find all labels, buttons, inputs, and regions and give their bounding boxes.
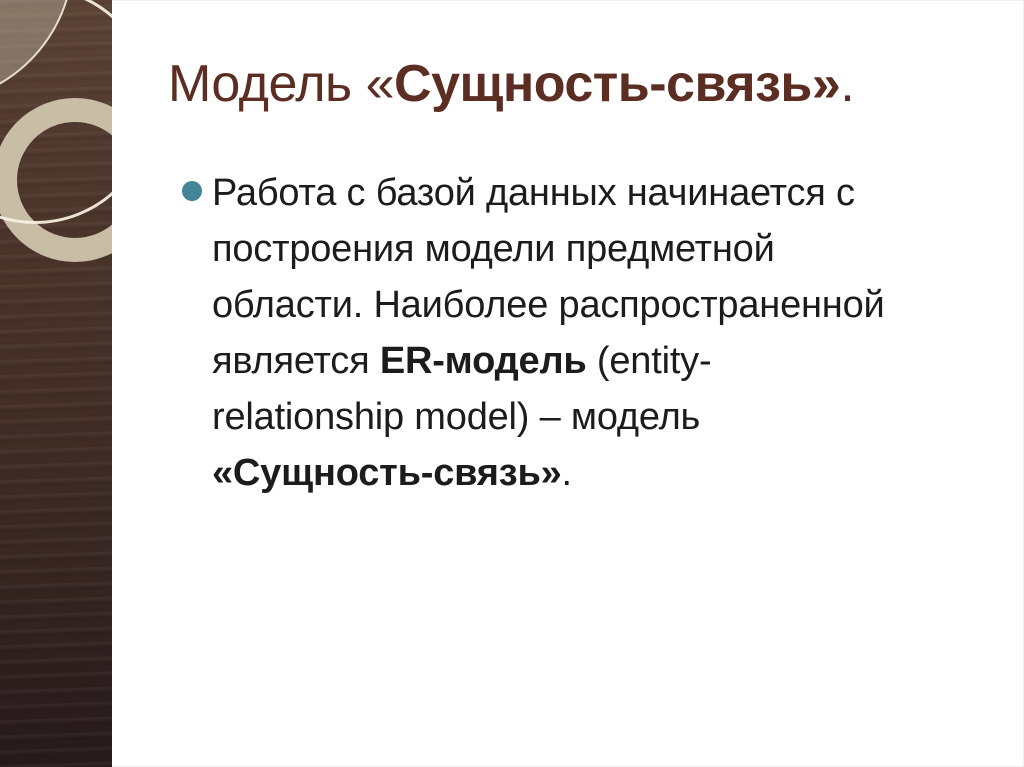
text-line-2 <box>212 221 994 277</box>
text-segment: является <box>212 340 380 383</box>
title-prefix: Модель « <box>168 55 395 113</box>
text-line-1 <box>212 165 994 221</box>
title-emphasis: Сущность-связь» <box>394 55 841 113</box>
bullet-circle-icon <box>182 181 202 201</box>
text-segment: Работа с базой данных начинается с <box>212 172 855 215</box>
text-line-6 <box>212 445 994 501</box>
slide-title <box>168 55 994 113</box>
text-line-3 <box>212 277 994 333</box>
text-segment: области. Наиболее распространенной <box>212 284 885 327</box>
bullet-text <box>212 165 994 501</box>
text-segment-bold: «Сущность-связь» <box>212 452 562 495</box>
text-line-5 <box>212 389 994 445</box>
thin-circle-icon <box>0 0 112 224</box>
text-line-4 <box>212 333 994 389</box>
bullet-item <box>168 165 994 501</box>
text-segment: relationship model) – модель <box>212 396 701 439</box>
slide-content <box>168 0 994 501</box>
text-segment: . <box>561 452 572 495</box>
text-segment-bold: ER-модель <box>379 340 587 383</box>
text-segment: построения модели предметной <box>212 228 775 271</box>
text-segment: (entity- <box>586 340 712 383</box>
decorative-sidebar <box>0 0 112 767</box>
title-suffix: . <box>840 55 855 113</box>
